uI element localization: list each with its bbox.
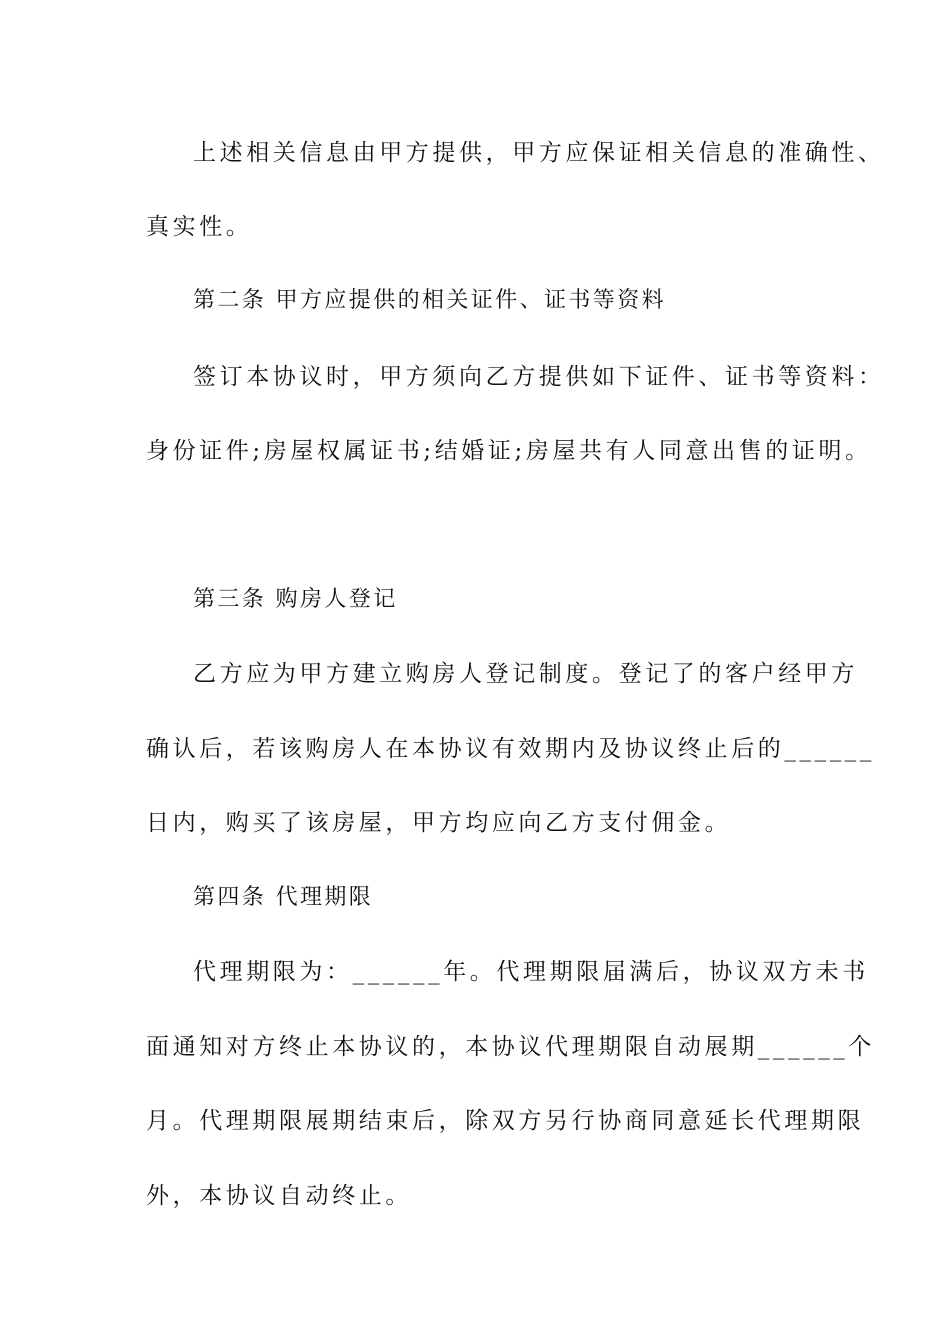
paragraph-line: 日内，购买了该房屋，甲方均应向乙方支付佣金。 <box>146 810 732 836</box>
paragraph-line: 乙方应为甲方建立购房人登记制度。登记了的客户经甲方 <box>193 661 858 687</box>
article-4-heading: 第四条 代理期限 <box>193 885 374 910</box>
paragraph-line: 真实性。 <box>146 214 253 240</box>
article-3-heading: 第三条 购房人登记 <box>193 587 398 612</box>
paragraph-line: 确认后，若该购房人在本协议有效期内及协议终止后的______ <box>146 736 875 762</box>
paragraph-line: 面通知对方终止本协议的，本协议代理期限自动展期______个 <box>146 1034 875 1060</box>
paragraph-line: 上述相关信息由甲方提供，甲方应保证相关信息的准确性、 <box>193 140 885 166</box>
paragraph-line: 外，本协议自动终止。 <box>146 1183 412 1209</box>
paragraph-line: 月。代理期限展期结束后，除双方另行协商同意延长代理期限 <box>146 1108 865 1134</box>
article-2-heading: 第二条 甲方应提供的相关证件、证书等资料 <box>193 288 666 313</box>
paragraph-line: 身份证件;房屋权属证书;结婚证;房屋共有人同意出售的证明。 <box>146 438 872 464</box>
paragraph-line: 代理期限为：______年。代理期限届满后，协议双方未书 <box>193 959 869 985</box>
paragraph-line: 签订本协议时，甲方须向乙方提供如下证件、证书等资料： <box>193 364 885 390</box>
